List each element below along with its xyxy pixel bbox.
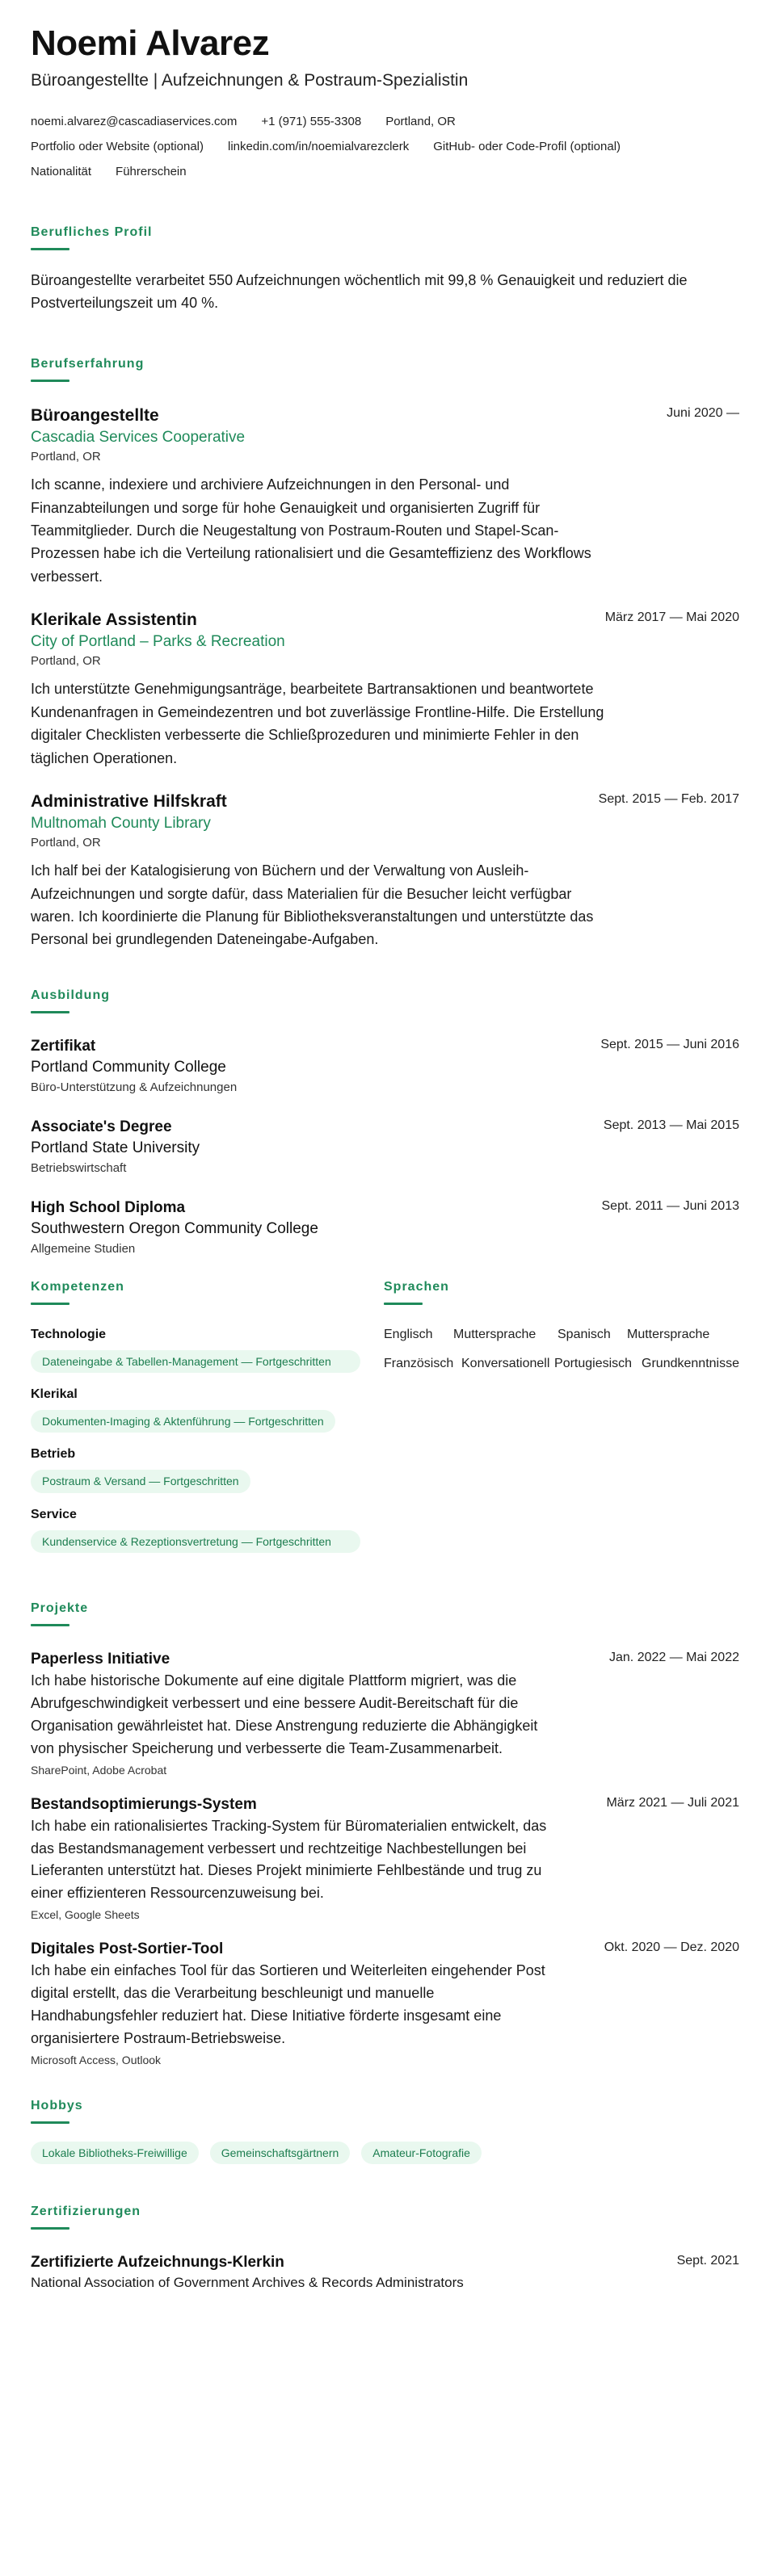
section-divider — [31, 1011, 69, 1013]
project-entry — [31, 1651, 739, 1777]
section-title: Berufserfahrung — [31, 357, 145, 371]
hobbies-section — [31, 2099, 739, 2164]
education-entry — [31, 1038, 739, 1094]
field-of-study: Betriebswirtschaft — [31, 1160, 127, 1175]
skill-category: Technologie — [31, 1327, 107, 1341]
job-description: Ich unterstützte Genehmigungsanträge, bearbeitete Bartransaktionen und beantwortete Kundenanfragen in Gemeindezentren und bot zuverlässige Frontline-Hilfe. Die Erstellung digitaler Checklisten verbesserte die Schließprozeduren und minimierte Fehler in den täglichen Operationen. — [31, 681, 604, 766]
section-title: Projekte — [31, 1601, 89, 1616]
job-title: Administrative Hilfskraft — [31, 792, 227, 812]
portfolio-link[interactable]: Portfolio oder Website (optional) — [31, 140, 204, 154]
job-dates: Juni 2020 — — [667, 406, 739, 421]
section-divider — [31, 2121, 69, 2124]
language-name: Französisch — [384, 1356, 454, 1370]
section-title: Hobbys — [31, 2098, 83, 2112]
language-level: Konversationell — [461, 1356, 550, 1370]
language-row — [384, 1357, 739, 1371]
hobby-list — [31, 2142, 739, 2164]
hobby-chip: Gemeinschaftsgärtnern — [210, 2142, 351, 2164]
skill-category: Klerikal — [31, 1387, 78, 1402]
project-tools: Excel, Google Sheets — [31, 1908, 140, 1922]
skill-group — [31, 1508, 384, 1553]
field-of-study: Allgemeine Studien — [31, 1241, 136, 1256]
certification-date: Sept. 2021 — [676, 2254, 739, 2268]
education-entry — [31, 1118, 739, 1175]
language-item — [384, 1357, 554, 1371]
school: Southwestern Oregon Community College — [31, 1219, 318, 1237]
certification-name: Zertifizierte Aufzeichnungs-Klerkin — [31, 2254, 284, 2272]
company-name: Multnomah County Library — [31, 815, 211, 833]
project-dates: März 2021 — Juli 2021 — [606, 1795, 739, 1810]
education-dates: Sept. 2011 — Juni 2013 — [601, 1198, 739, 1213]
license-text: Führerschein — [116, 165, 187, 179]
linkedin-link[interactable]: linkedin.com/in/noemialvarezclerk — [228, 140, 410, 154]
experience-entry — [31, 610, 739, 770]
languages-column — [384, 1280, 739, 1567]
section-title: Ausbildung — [31, 988, 110, 1002]
phone-link[interactable]: +1 (971) 555-3308 — [261, 115, 362, 129]
language-name: Portugiesisch — [554, 1356, 633, 1370]
section-divider — [31, 1303, 69, 1305]
language-row — [384, 1328, 739, 1342]
school: Portland State University — [31, 1139, 200, 1156]
job-location: Portland, OR — [31, 836, 101, 850]
degree: High School Diploma — [31, 1198, 186, 1216]
email-link[interactable]: noemi.alvarez@cascadiaservices.com — [31, 115, 238, 129]
language-level: Grundkenntnisse — [642, 1356, 739, 1370]
project-entry — [31, 1796, 739, 1922]
section-title: Zertifizierungen — [31, 2205, 141, 2219]
language-item — [558, 1328, 709, 1342]
field-of-study: Büro-Unterstützung & Aufzeichnungen — [31, 1080, 238, 1094]
project-description: Ich habe ein einfaches Tool für das Sortieren und Weiterleiten eingehender Post digital erstellt, das die Verarbeitung beschleunigt und manuelle Handhabungsfehler reduziert hat. Diese Initiative förderte insgesamt eine organisiertere Postraum-Betriebsweise. — [31, 1962, 545, 2046]
skill-chip: Dokumenten-Imaging & Aktenführung — Fortgeschritten — [31, 1410, 335, 1433]
section-divider — [31, 2227, 69, 2230]
candidate-name: Noemi Alvarez — [31, 23, 270, 63]
skill-chip: Dateneingabe & Tabellen-Management — Fortgeschritten — [31, 1350, 360, 1373]
language-item — [384, 1328, 558, 1342]
job-location: Portland, OR — [31, 654, 101, 669]
certifications-section — [31, 2205, 739, 2291]
skill-chip: Postraum & Versand — Fortgeschritten — [31, 1470, 250, 1492]
project-tools: Microsoft Access, Outlook — [31, 2053, 162, 2066]
experience-entry — [31, 792, 739, 951]
section-divider — [31, 248, 69, 250]
project-description: Ich habe ein rationalisiertes Tracking-System für Büromaterialien entwickelt, das das Bestandsmanagement verbessert und rechtzeitige Nachbestellungen bei Lieferanten unterstützt hat. Dieses Projekt minimierte Fehlbestände und trug zu einer effizienteren Ressourcenzuweisung bei. — [31, 1817, 547, 1902]
section-title: Sprachen — [384, 1279, 449, 1294]
section-divider — [31, 1624, 69, 1626]
skills-languages-section — [31, 1280, 739, 1567]
job-description: Ich half bei der Katalogisierung von Büchern und der Verwaltung von Ausleih-Aufzeichnungen und sorgte dafür, dass Materialien für die Besucher leicht verfügbar waren. Ich koordinierte die Planung für Bibliotheksveranstaltungen und unterstützte das Personal bei grundlegenden Dateneingabe-Aufgaben. — [31, 862, 594, 948]
degree: Associate's Degree — [31, 1118, 172, 1135]
contact-row — [31, 115, 739, 128]
education-entry — [31, 1199, 739, 1256]
project-name: Paperless Initiative — [31, 1651, 170, 1668]
github-link[interactable]: GitHub- oder Code-Profil (optional) — [433, 140, 621, 154]
project-name: Digitales Post-Sortier-Tool — [31, 1940, 224, 1958]
project-dates: Jan. 2022 — Mai 2022 — [609, 1651, 739, 1665]
company-name: Cascadia Services Cooperative — [31, 429, 246, 447]
language-level: Muttersprache — [627, 1327, 710, 1341]
skill-group — [31, 1328, 384, 1373]
project-description: Ich habe historische Dokumente auf eine digitale Plattform migriert, was die Abrufgeschwindigkeit verbessert und eine bessere Audit-Bereitschaft für die Organisation gewährleistet hat. Diese Anstrengung reduzierte die Abhängigkeit von physischer Speicherung und verbesserte die Team-Zusammenarbeit. — [31, 1672, 538, 1756]
project-tools: SharePoint, Adobe Acrobat — [31, 1763, 167, 1777]
school: Portland Community College — [31, 1058, 226, 1076]
project-name: Bestandsoptimierungs-System — [31, 1795, 257, 1813]
skills-column — [31, 1280, 384, 1567]
certification-entry — [31, 2254, 739, 2291]
skill-category: Service — [31, 1507, 77, 1521]
location-text: Portland, OR — [385, 115, 456, 129]
language-level: Muttersprache — [453, 1327, 536, 1341]
project-entry — [31, 1940, 739, 2066]
hobby-chip: Lokale Bibliotheks-Freiwillige — [31, 2142, 199, 2164]
certification-issuer: National Association of Government Archives & Records Administrators — [31, 2275, 464, 2291]
education-section — [31, 988, 739, 1256]
personal-row — [31, 165, 739, 178]
headline: Büroangestellte | Aufzeichnungen & Postraum-Spezialistin — [31, 71, 469, 90]
language-name: Englisch — [384, 1327, 433, 1341]
degree: Zertifikat — [31, 1037, 96, 1055]
projects-section — [31, 1601, 739, 2066]
education-dates: Sept. 2015 — Juni 2016 — [600, 1037, 739, 1051]
job-title: Büroangestellte — [31, 406, 159, 426]
company-name: City of Portland – Parks & Recreation — [31, 633, 285, 651]
links-row — [31, 140, 739, 153]
nationality-text: Nationalität — [31, 165, 92, 179]
language-name: Spanisch — [558, 1327, 611, 1341]
section-title: Berufliches Profil — [31, 225, 153, 240]
job-dates: Sept. 2015 — Feb. 2017 — [598, 792, 739, 807]
hobby-chip: Amateur-Fotografie — [361, 2142, 482, 2164]
experience-section — [31, 357, 739, 951]
education-dates: Sept. 2013 — Mai 2015 — [603, 1118, 739, 1132]
profile-text: Büroangestellte verarbeitet 550 Aufzeichnungen wöchentlich mit 99,8 % Genauigkeit und reduziert die Postverteilungszeit um 40 %. — [31, 272, 688, 312]
job-dates: März 2017 — Mai 2020 — [604, 610, 739, 625]
profile-section — [31, 225, 739, 315]
experience-entry — [31, 406, 739, 588]
section-divider — [384, 1303, 423, 1305]
section-title: Kompetenzen — [31, 1279, 124, 1294]
skill-group — [31, 1447, 384, 1492]
section-divider — [31, 380, 69, 382]
language-item — [554, 1357, 739, 1371]
job-description: Ich scanne, indexiere und archiviere Aufzeichnungen in den Personal- und Finanzabteilungen und sorge für hohe Genauigkeit und organisierten Zugriff für Teammitglieder. Durch die Neugestaltung von Postraum-Routen und Stapel-Scan-Prozessen habe ich die Verteilung rationalisiert und die Gesamteffizienz des Workflows verbessert. — [31, 476, 591, 585]
skill-chip: Kundenservice & Rezeptionsvertretung — Fortgeschritten — [31, 1530, 360, 1553]
skill-group — [31, 1387, 384, 1433]
job-title: Klerikale Assistentin — [31, 610, 197, 630]
job-location: Portland, OR — [31, 450, 101, 464]
project-dates: Okt. 2020 — Dez. 2020 — [604, 1940, 739, 1955]
skill-category: Betrieb — [31, 1447, 76, 1462]
